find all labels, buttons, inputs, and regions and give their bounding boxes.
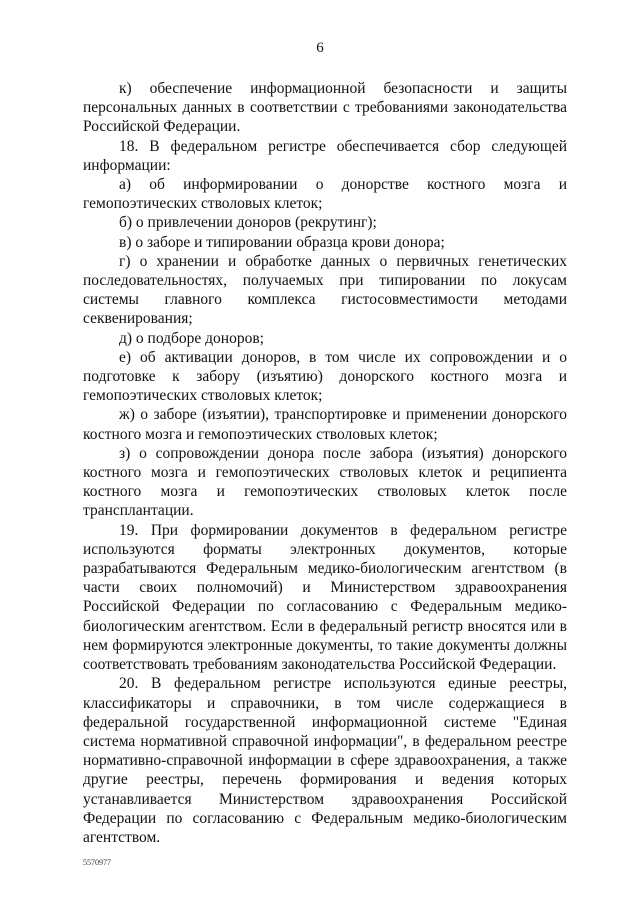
paragraph-20: 20. В федеральном регистре используются единые реестры, классификаторы и справочники, в том числе содержащиеся в федеральной государственной информационной системе "Единая система нормативной справочной информации", в федеральном реестре нормативно-справочной информации в сфере здравоохранения, а также другие реестры, перечень формирования и ведения которых устанавливается Министерством здравоохранения Российской Федерации по согласованию с Федеральным медико-биологическим агентством. <box>83 675 567 846</box>
paragraph-18: 18. В федеральном регистре обеспечивается сбор следующей информации: <box>83 137 567 174</box>
paragraph-item-zh: ж) о заборе (изъятии), транспортировке и применении донорского костного мозга и гемопоэтических стволовых клеток; <box>83 406 567 443</box>
paragraph-item-d: д) о подборе доноров; <box>119 329 264 347</box>
paragraph-item-k: к) обеспечение информационной безопасности и защиты персональных данных в соответствии с требованиями законодательства Российской Федерации. <box>83 80 567 136</box>
paragraph-19: 19. При формировании документов в федеральном регистре используются форматы электронных документов, которые разрабатываются Федеральным медико-биологическим агентством (в части своих полномочий) и Министерством здравоохранения Российской Федерации по согласованию с Федеральным медико-биологическим агентством. Если в федеральный регистр вносятся или в нем формируются электронные документы, то такие документы должны соответствовать требованиям законодательства Российской Федерации. <box>83 521 567 674</box>
paragraph-item-g: г) о хранении и обработке данных о первичных генетических последовательностях, получаемых при типировании по локусам системы главного комплекса гистосовместимости методами секвенирования; <box>83 252 567 328</box>
paragraph-item-v: в) о заборе и типировании образца крови донора; <box>119 233 445 251</box>
paragraph-item-b: б) о привлечении доноров (рекрутинг); <box>119 214 377 232</box>
document-body <box>83 79 567 847</box>
paragraph-item-e: е) об активации доноров, в том числе их сопровождении и о подготовке к забору (изъятию) донорского костного мозга и гемопоэтических стволовых клеток; <box>83 348 567 405</box>
document-code: 5570977 <box>83 858 111 867</box>
page-number: 6 <box>316 40 324 56</box>
paragraph-item-z: з) о сопровождении донора после забора (изъятия) донорского костного мозга и гемопоэтических стволовых клеток и реципиента костного мозга и гемопоэтических стволовых клеток после трансплантации. <box>83 444 567 520</box>
paragraph-item-a: а) об информировании о донорстве костного мозга и гемопоэтических стволовых клеток; <box>83 176 567 213</box>
